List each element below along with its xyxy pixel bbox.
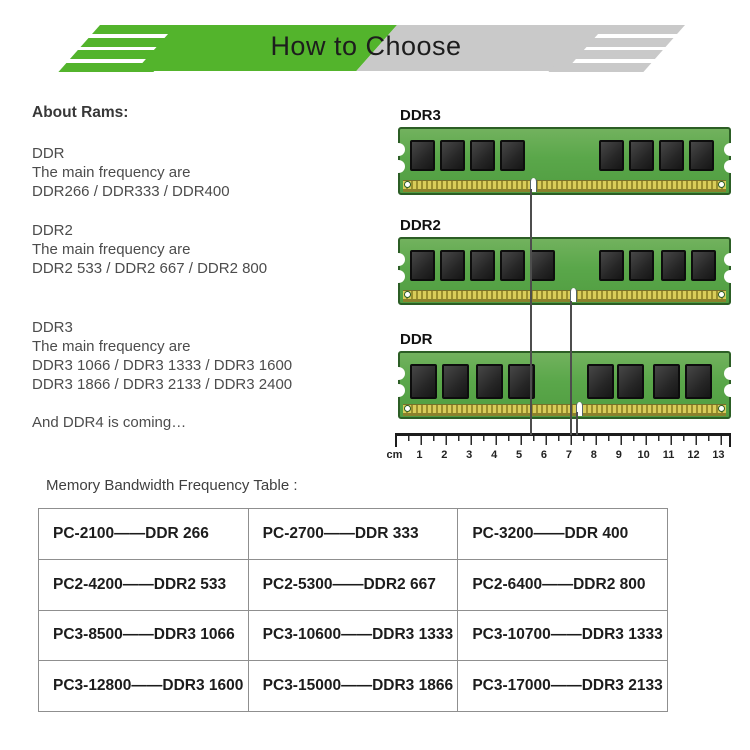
ruler-mark: 6 xyxy=(540,449,548,461)
ddr3-frequencies-1: DDR3 1066 / DDR3 1333 / DDR3 1600 xyxy=(32,357,293,374)
banner-title: How to Choose xyxy=(270,31,462,61)
ruler-mark: 3 xyxy=(466,449,473,461)
ddr-frequencies: DDR266 / DDR333 / DDR400 xyxy=(32,183,230,200)
edge-notch xyxy=(724,367,737,380)
edge-notch xyxy=(392,253,405,266)
memory-bandwidth-table xyxy=(38,508,668,712)
mount-hole xyxy=(718,291,725,298)
memory-chip xyxy=(653,364,680,399)
edge-notch xyxy=(392,367,405,380)
ddr-notch-indicator-line xyxy=(576,412,578,435)
table-cell: PC-3200——DDR 400 xyxy=(458,509,668,560)
memory-chip xyxy=(440,250,465,281)
memory-chip xyxy=(661,250,686,281)
memory-chip xyxy=(599,250,624,281)
memory-chip xyxy=(410,250,435,281)
memory-chip xyxy=(629,250,654,281)
edge-notch xyxy=(724,143,737,156)
ddr3-frequencies-2: DDR3 1866 / DDR3 2133 / DDR3 2400 xyxy=(32,376,293,393)
how-to-choose-banner xyxy=(0,0,750,90)
mount-hole xyxy=(404,181,411,188)
mount-hole xyxy=(404,405,411,412)
ram-module-ddr xyxy=(398,331,731,419)
mount-hole xyxy=(718,181,725,188)
table-cell: PC-2700——DDR 333 xyxy=(248,509,458,560)
ddr-intro: The main frequency are xyxy=(32,164,191,181)
ruler-scale xyxy=(395,433,731,447)
ruler-mark: 8 xyxy=(590,449,597,461)
memory-chip xyxy=(617,364,644,399)
table-cell: PC3-12800——DDR3 1600 xyxy=(39,661,249,712)
memory-chip xyxy=(500,250,525,281)
memory-chip xyxy=(470,250,495,281)
ruler-mark: 4 xyxy=(491,449,498,461)
ddr-section xyxy=(32,144,230,201)
cm-ruler xyxy=(386,433,731,461)
ddr2-notch-indicator-line xyxy=(570,301,572,435)
memory-chip xyxy=(500,140,525,171)
memory-chip xyxy=(691,250,716,281)
table-heading: Memory Bandwidth Frequency Table : xyxy=(46,477,298,494)
ddr-pcb xyxy=(398,351,731,419)
ruler-mark: 12 xyxy=(687,449,700,461)
mount-hole xyxy=(718,405,725,412)
edge-notch xyxy=(392,384,405,397)
gold-pin-strip xyxy=(403,180,726,192)
ruler-mark: 2 xyxy=(441,449,448,461)
right-stripe-3 xyxy=(560,50,663,59)
key-notch xyxy=(570,288,577,302)
table-row xyxy=(39,559,668,610)
ruler-mark: 10 xyxy=(637,449,650,461)
ddr3-section xyxy=(32,318,292,394)
ddr3-title: DDR3 xyxy=(32,319,73,336)
memory-chip xyxy=(629,140,654,171)
memory-chip xyxy=(689,140,714,171)
table-cell: PC2-6400——DDR2 800 xyxy=(458,559,668,610)
ruler-mark: 7 xyxy=(565,449,572,461)
right-stripe-2 xyxy=(571,38,674,47)
ddr3-pcb xyxy=(398,127,731,195)
edge-notch xyxy=(392,270,405,283)
memory-chip xyxy=(410,364,437,399)
ddr-title: DDR xyxy=(32,145,65,162)
right-stripe-4 xyxy=(549,63,652,72)
ruler-numbers xyxy=(382,449,731,461)
edge-notch xyxy=(392,143,405,156)
about-rams-heading: About Rams: xyxy=(32,104,129,121)
edge-notch xyxy=(392,160,405,173)
ram-module-ddr2 xyxy=(398,217,731,305)
table-cell: PC2-5300——DDR2 667 xyxy=(248,559,458,610)
table-cell: PC3-10600——DDR3 1333 xyxy=(248,610,458,661)
memory-chip xyxy=(587,364,614,399)
edge-notch xyxy=(724,160,737,173)
ruler-major-ticks xyxy=(397,436,729,445)
ram-module-ddr2-label: DDR2 xyxy=(400,217,441,234)
ddr3-notch-indicator-line xyxy=(530,189,532,435)
memory-chip xyxy=(659,140,684,171)
table-cell: PC3-8500——DDR3 1066 xyxy=(39,610,249,661)
memory-chip xyxy=(470,140,495,171)
ruler-mark: 11 xyxy=(662,449,675,461)
ddr2-pcb xyxy=(398,237,731,305)
gold-pin-strip xyxy=(403,290,726,302)
gold-pin-strip xyxy=(403,404,726,416)
memory-chip xyxy=(442,364,469,399)
edge-notch xyxy=(724,384,737,397)
ram-module-ddr3-label: DDR3 xyxy=(400,107,441,124)
memory-chip xyxy=(599,140,624,171)
table-cell: PC-2100——DDR 266 xyxy=(39,509,249,560)
mount-hole xyxy=(404,291,411,298)
ddr2-intro: The main frequency are xyxy=(32,241,191,258)
table-row xyxy=(39,610,668,661)
table-cell: PC3-15000——DDR3 1866 xyxy=(248,661,458,712)
ram-module-ddr-label: DDR xyxy=(400,331,433,348)
table-cell: PC2-4200——DDR2 533 xyxy=(39,559,249,610)
ddr2-section xyxy=(32,221,267,278)
edge-notch xyxy=(724,270,737,283)
ruler-mark: 1 xyxy=(416,449,423,461)
ruler-mark: 9 xyxy=(615,449,622,461)
ruler-mark: 13 xyxy=(712,449,725,461)
memory-chip xyxy=(685,364,712,399)
table-cell: PC3-10700——DDR3 1333 xyxy=(458,610,668,661)
memory-chip xyxy=(440,140,465,171)
memory-chip xyxy=(476,364,503,399)
ddr2-title: DDR2 xyxy=(32,222,73,239)
table-row xyxy=(39,509,668,560)
ddr2-frequencies: DDR2 533 / DDR2 667 / DDR2 800 xyxy=(32,260,268,277)
ruler-unit-label: cm xyxy=(386,449,403,461)
memory-chip xyxy=(530,250,555,281)
right-stripe-1 xyxy=(582,25,685,34)
ddr4-coming-note: And DDR4 is coming… xyxy=(32,414,187,431)
table-cell: PC3-17000——DDR3 2133 xyxy=(458,661,668,712)
ram-module-ddr3 xyxy=(398,107,731,195)
edge-notch xyxy=(724,253,737,266)
ddr3-intro: The main frequency are xyxy=(32,338,191,355)
ruler-mark: 5 xyxy=(516,449,523,461)
table-row xyxy=(39,661,668,712)
memory-chip xyxy=(410,140,435,171)
